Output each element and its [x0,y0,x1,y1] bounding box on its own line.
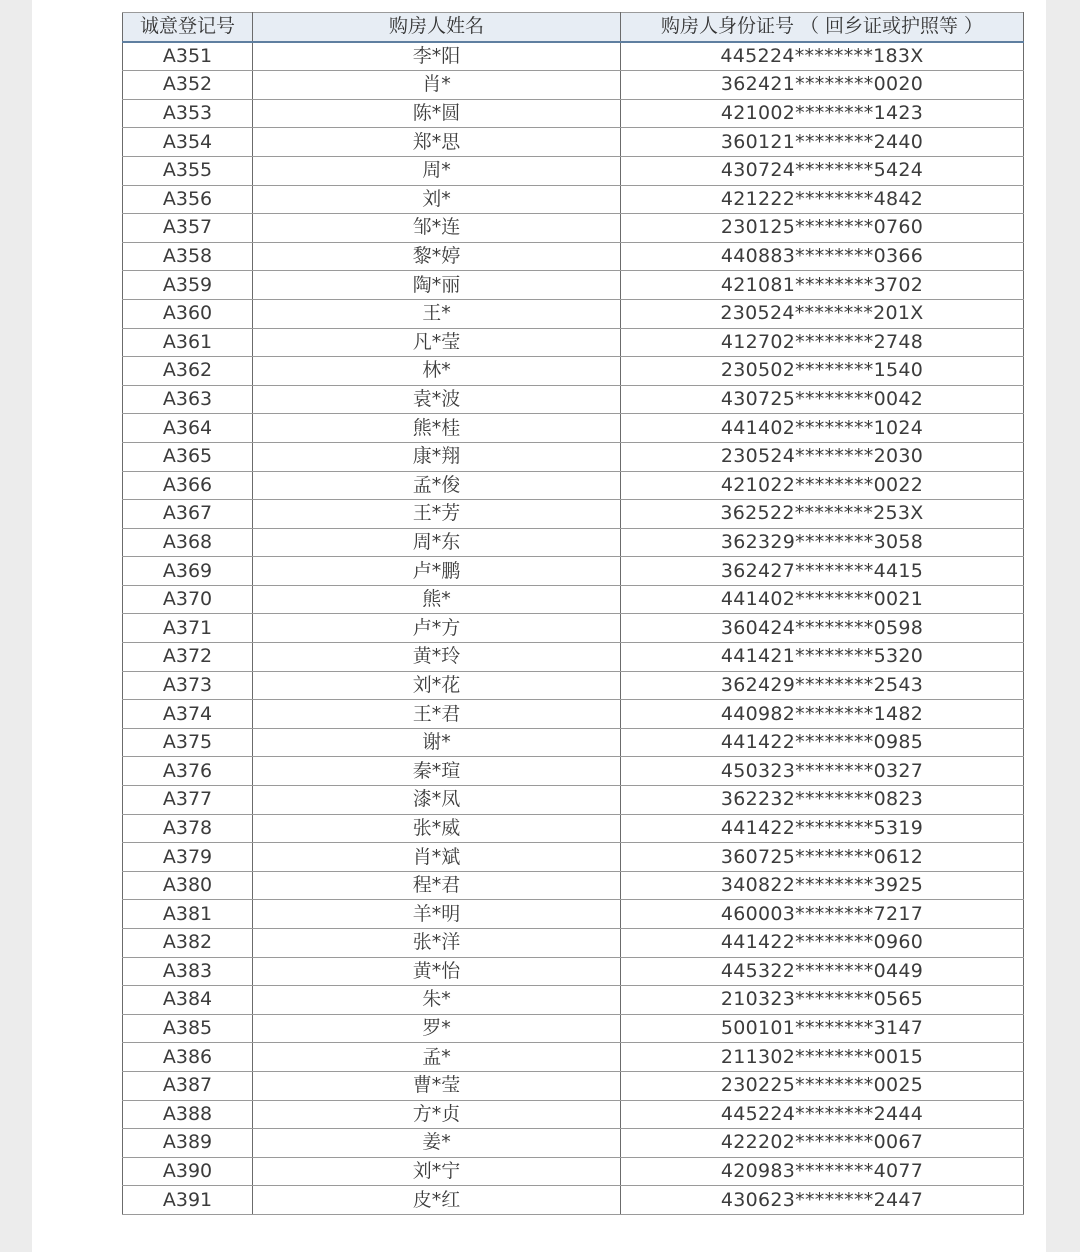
cell-registration-number: A361 [123,328,253,357]
cell-buyer-name: 黄*玲 [253,643,621,672]
table-row [123,385,1024,414]
cell-registration-number: A372 [123,643,253,672]
cell-buyer-name: 袁*波 [253,385,621,414]
table-row [123,671,1024,700]
cell-buyer-id-number: 421022********0022 [621,471,1024,500]
cell-registration-number: A390 [123,1157,253,1186]
cell-buyer-name: 刘*宁 [253,1157,621,1186]
cell-buyer-name: 邹*连 [253,214,621,243]
cell-buyer-id-number: 440982********1482 [621,700,1024,729]
table-row [123,328,1024,357]
cell-buyer-id-number: 460003********7217 [621,900,1024,929]
cell-buyer-id-number: 441422********0960 [621,929,1024,958]
table-row [123,128,1024,157]
cell-buyer-name: 漆*凤 [253,786,621,815]
cell-buyer-id-number: 441421********5320 [621,643,1024,672]
cell-registration-number: A375 [123,728,253,757]
table-row [123,900,1024,929]
cell-registration-number: A360 [123,299,253,328]
table-row [123,299,1024,328]
cell-buyer-name: 凡*莹 [253,328,621,357]
table-header [123,13,1024,42]
cell-buyer-id-number: 362232********0823 [621,786,1024,815]
table-row [123,414,1024,443]
cell-buyer-id-number: 211302********0015 [621,1043,1024,1072]
cell-registration-number: A353 [123,99,253,128]
table-row [123,786,1024,815]
cell-buyer-name: 曹*莹 [253,1071,621,1100]
cell-buyer-name: 王*芳 [253,500,621,529]
cell-buyer-name: 王* [253,299,621,328]
cell-buyer-name: 张*洋 [253,929,621,958]
table-row [123,986,1024,1015]
cell-buyer-id-number: 441422********0985 [621,728,1024,757]
cell-buyer-name: 皮*红 [253,1186,621,1215]
cell-registration-number: A352 [123,71,253,100]
cell-buyer-id-number: 430725********0042 [621,385,1024,414]
cell-registration-number: A388 [123,1100,253,1129]
cell-buyer-name: 康*翔 [253,442,621,471]
table-row [123,614,1024,643]
table-row [123,843,1024,872]
cell-buyer-id-number: 362329********3058 [621,528,1024,557]
cell-buyer-id-number: 340822********3925 [621,871,1024,900]
cell-buyer-id-number: 441402********0021 [621,585,1024,614]
table-row [123,1186,1024,1215]
table-row [123,242,1024,271]
header-row [123,13,1024,42]
table-row [123,1100,1024,1129]
table-row [123,957,1024,986]
cell-buyer-name: 陶*丽 [253,271,621,300]
cell-buyer-id-number: 430724********5424 [621,156,1024,185]
cell-buyer-id-number: 421222********4842 [621,185,1024,214]
table-row [123,500,1024,529]
cell-buyer-id-number: 360424********0598 [621,614,1024,643]
cell-registration-number: A377 [123,786,253,815]
cell-registration-number: A385 [123,1014,253,1043]
cell-buyer-name: 林* [253,357,621,386]
header-buyer-name: 购房人姓名 [253,13,621,42]
cell-registration-number: A378 [123,814,253,843]
cell-registration-number: A355 [123,156,253,185]
table-row [123,156,1024,185]
table-row [123,929,1024,958]
table-row [123,99,1024,128]
cell-registration-number: A389 [123,1129,253,1158]
cell-buyer-name: 陈*圆 [253,99,621,128]
cell-buyer-id-number: 362429********2543 [621,671,1024,700]
table-row [123,471,1024,500]
cell-buyer-name: 李*阳 [253,42,621,71]
table-row [123,557,1024,586]
cell-buyer-id-number: 362522********253X [621,500,1024,529]
cell-buyer-name: 肖*斌 [253,843,621,872]
table-row [123,700,1024,729]
cell-registration-number: A351 [123,42,253,71]
cell-registration-number: A367 [123,500,253,529]
cell-buyer-id-number: 421002********1423 [621,99,1024,128]
cell-buyer-name: 黎*婷 [253,242,621,271]
cell-buyer-id-number: 360121********2440 [621,128,1024,157]
cell-registration-number: A369 [123,557,253,586]
cell-buyer-id-number: 430623********2447 [621,1186,1024,1215]
table-row [123,271,1024,300]
cell-registration-number: A374 [123,700,253,729]
cell-buyer-id-number: 422202********0067 [621,1129,1024,1158]
cell-registration-number: A376 [123,757,253,786]
cell-buyer-id-number: 445224********183X [621,42,1024,71]
cell-buyer-id-number: 441422********5319 [621,814,1024,843]
cell-registration-number: A373 [123,671,253,700]
cell-registration-number: A370 [123,585,253,614]
cell-registration-number: A354 [123,128,253,157]
registration-table [122,12,1024,1215]
cell-buyer-id-number: 441402********1024 [621,414,1024,443]
cell-registration-number: A364 [123,414,253,443]
cell-buyer-id-number: 230502********1540 [621,357,1024,386]
cell-registration-number: A379 [123,843,253,872]
cell-buyer-id-number: 500101********3147 [621,1014,1024,1043]
cell-buyer-id-number: 230225********0025 [621,1071,1024,1100]
cell-buyer-id-number: 230524********201X [621,299,1024,328]
table-body [123,42,1024,1215]
cell-registration-number: A356 [123,185,253,214]
table-row [123,871,1024,900]
table-row [123,814,1024,843]
cell-registration-number: A382 [123,929,253,958]
cell-buyer-id-number: 445224********2444 [621,1100,1024,1129]
cell-buyer-name: 程*君 [253,871,621,900]
cell-registration-number: A381 [123,900,253,929]
cell-buyer-id-number: 210323********0565 [621,986,1024,1015]
cell-buyer-name: 郑*思 [253,128,621,157]
cell-buyer-name: 卢*方 [253,614,621,643]
cell-registration-number: A357 [123,214,253,243]
cell-buyer-id-number: 230125********0760 [621,214,1024,243]
cell-buyer-name: 熊* [253,585,621,614]
cell-registration-number: A386 [123,1043,253,1072]
cell-buyer-name: 谢* [253,728,621,757]
table-row [123,1157,1024,1186]
cell-buyer-name: 周*东 [253,528,621,557]
cell-buyer-name: 方*贞 [253,1100,621,1129]
cell-registration-number: A368 [123,528,253,557]
cell-buyer-name: 王*君 [253,700,621,729]
cell-buyer-id-number: 421081********3702 [621,271,1024,300]
cell-registration-number: A363 [123,385,253,414]
cell-buyer-name: 羊*明 [253,900,621,929]
table-row [123,1014,1024,1043]
cell-buyer-id-number: 230524********2030 [621,442,1024,471]
cell-registration-number: A362 [123,357,253,386]
cell-buyer-id-number: 362427********4415 [621,557,1024,586]
cell-buyer-name: 张*威 [253,814,621,843]
cell-buyer-id-number: 362421********0020 [621,71,1024,100]
cell-buyer-name: 卢*鹏 [253,557,621,586]
cell-buyer-id-number: 412702********2748 [621,328,1024,357]
cell-buyer-id-number: 440883********0366 [621,242,1024,271]
table-row [123,1129,1024,1158]
cell-buyer-name: 肖* [253,71,621,100]
header-buyer-id-number: 购房人身份证号 （ 回乡证或护照等 ） [621,13,1024,42]
header-registration-number: 诚意登记号 [123,13,253,42]
cell-buyer-name: 秦*瑄 [253,757,621,786]
cell-registration-number: A358 [123,242,253,271]
cell-registration-number: A383 [123,957,253,986]
document-page [32,0,1046,1252]
table-row [123,442,1024,471]
cell-registration-number: A359 [123,271,253,300]
cell-buyer-name: 罗* [253,1014,621,1043]
cell-buyer-name: 孟* [253,1043,621,1072]
cell-registration-number: A366 [123,471,253,500]
cell-buyer-id-number: 445322********0449 [621,957,1024,986]
table-row [123,585,1024,614]
table-row [123,185,1024,214]
cell-registration-number: A384 [123,986,253,1015]
table-row [123,528,1024,557]
table-row [123,42,1024,71]
table-row [123,357,1024,386]
cell-registration-number: A371 [123,614,253,643]
cell-buyer-id-number: 420983********4077 [621,1157,1024,1186]
cell-buyer-name: 刘* [253,185,621,214]
table-row [123,1043,1024,1072]
table-row [123,728,1024,757]
table-row [123,757,1024,786]
cell-registration-number: A387 [123,1071,253,1100]
table-row [123,214,1024,243]
cell-buyer-id-number: 360725********0612 [621,843,1024,872]
cell-buyer-name: 熊*桂 [253,414,621,443]
table-row [123,1071,1024,1100]
cell-buyer-name: 刘*花 [253,671,621,700]
cell-buyer-id-number: 450323********0327 [621,757,1024,786]
cell-buyer-name: 姜* [253,1129,621,1158]
cell-buyer-name: 朱* [253,986,621,1015]
table-row [123,643,1024,672]
cell-registration-number: A380 [123,871,253,900]
cell-registration-number: A391 [123,1186,253,1215]
cell-buyer-name: 周* [253,156,621,185]
cell-buyer-name: 黄*怡 [253,957,621,986]
cell-buyer-name: 孟*俊 [253,471,621,500]
table-row [123,71,1024,100]
cell-registration-number: A365 [123,442,253,471]
